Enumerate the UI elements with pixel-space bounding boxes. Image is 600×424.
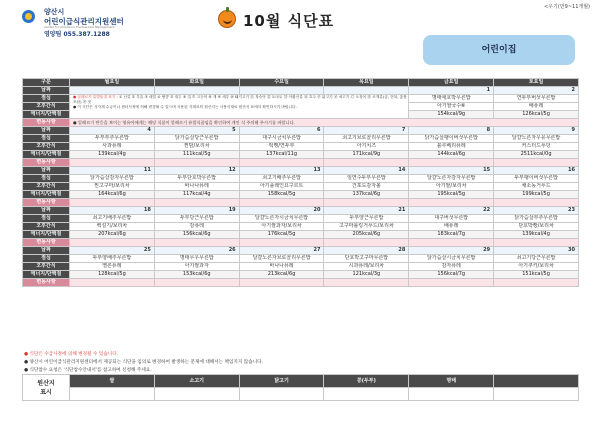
snack-cell: 고구마롤링거푸드/보리차 [324,223,409,231]
lunch-cell: 대구버섯무른밥 [409,215,494,223]
snack-cell: 찐고구마/보리차 [70,183,155,191]
allergy-note: ● 알레르기 유발물질 표기 : ① 난류 ② 우유 ③ 메밀 ④ 땅콩 ⑤ 대두 ⑥ 밀 ⑦ 고등어 ⑧ 게 ⑨ 새우 ⑩ 돼지고기 ⑪ 복숭아 ⑫ 토마토 ⑬ 아황산류 ⑭ 호두 ⑮ 닭고기 ⑯ 쇠고기 ⑰ 오징어 ⑱ 조개류(굴, 전복, 홍합 포함) ⑲ 잣 ● 이 식단은 식자재 수급이나 센터사정에 의해 변경될 수 있으며 사용된 식재료의 원산지는 사용식재료 원산지 표에서 확인하시기 바랍니다. [70,95,409,119]
change-cell [154,239,239,247]
date-cell: 16 [494,167,579,175]
lunch-row [23,135,579,143]
kcal-cell: 213kcal/6g [239,271,324,279]
row-label: 점심 [23,95,70,103]
lunch-row [23,215,579,223]
kcal-cell: 164kcal/6g [70,191,155,199]
lunch-cell: 두부부추무른밥 [70,135,155,143]
change-cell [239,159,324,167]
row-label: 날짜 [23,167,70,175]
lunch-cell: 두부양근무른밥 [324,215,409,223]
snack-cell: 단호박빵/보리차 [494,223,579,231]
date-cell: 2 [494,87,579,95]
snack-cell: 배퓨레 [409,223,494,231]
change-cell [494,159,579,167]
date-cell: 11 [70,167,155,175]
kcal-row [23,231,579,239]
footer-note: ● 식단참수 요청은 '식단참수안내서'를 참고하여 신청해 주세요. [24,368,152,373]
lunch-cell: 닭가슴살팽이버섯무른밥 [409,135,494,143]
kcal-cell: 205kcal/6g [324,231,409,239]
origin-header: 쌀 [70,375,155,388]
kcal-cell: 139kcal/4g [494,231,579,239]
row-label: 점심 [23,135,70,143]
date-cell [154,87,239,95]
change-cell [494,239,579,247]
snack-cell: 사과퓨레 [70,143,155,151]
change-cell [70,159,155,167]
lunch-cell: 연두부버섯무른밥 [494,95,579,103]
kcal-row [23,191,579,199]
row-label: 날짜 [23,127,70,135]
origin-value [494,388,579,401]
kcal-row [23,271,579,279]
change-cell [239,279,324,287]
change-row [23,239,579,247]
row-label: 에너지/단백질 [23,151,70,159]
kcal-cell: 207kcal/6g [70,231,155,239]
kcal-cell: 151kcal/5g [494,271,579,279]
kcal-cell: 128kcal/5g [70,271,155,279]
kcal-cell: 154kcal/9g [409,111,494,119]
snack-cell: 아기쌀과자 [154,263,239,271]
date-cell: 29 [409,247,494,255]
origin-table-wrap [22,374,579,401]
change-cell [409,239,494,247]
date-cell: 15 [409,167,494,175]
change-cell [154,199,239,207]
change-row [23,119,579,127]
row-label: 에너지/단백질 [23,111,70,119]
snack-cell: 아기플레인요구르트 [239,183,324,191]
kcal-cell: 121kcal/3g [324,271,409,279]
origin-value [154,388,239,401]
row-label: 변동사항 [23,119,70,127]
kcal-cell: 158kcal/5g [239,191,324,199]
row-label: 오후간식 [23,263,70,271]
footer-note: ● 양산시 어린이급식관리지원센터에서 제공되는 식단을 임의로 변경하여 발생하는 문제에 대해서는 책임지지 않습니다. [24,360,263,365]
row-label: 점심 [23,215,70,223]
date-cell: 5 [154,127,239,135]
age-group-label: <우기(만9~11개월) [544,4,590,10]
change-row [23,199,579,207]
snack-cell: 배퓨레 [494,103,579,111]
snack-cell: 아기쌀과자/보리차 [239,223,324,231]
date-cell: 13 [239,167,324,175]
kcal-cell: 176kcal/5g [239,231,324,239]
change-cell [324,159,409,167]
date-cell: 25 [70,247,155,255]
lunch-cell: 달걀노른자감자무른밥 [409,175,494,183]
date-cell: 20 [239,207,324,215]
lunch-cell: 쇠고기브로콜리무른밥 [324,135,409,143]
header-row [23,79,579,87]
row-label: 오후간식 [23,183,70,191]
lunch-cell: 닭가슴살시금치무른밥 [409,255,494,263]
date-cell: 26 [154,247,239,255]
date-cell: 4 [70,127,155,135]
footer-notes [24,351,584,375]
col-header: 구분 [23,79,70,87]
origin-header: 닭고기 [239,375,324,388]
row-label: 변동사항 [23,199,70,207]
change-cell [154,279,239,287]
snack-cell: 아기쿠키/보리차 [494,263,579,271]
date-cell [239,87,324,95]
row-label: 에너지/단백질 [23,191,70,199]
snack-cell: 멜론퓨레 [70,263,155,271]
snack-cell: 바나나퓨레 [154,183,239,191]
snack-row [23,183,579,191]
date-row [23,87,579,95]
origin-value [324,388,409,401]
snack-cell: 떡뻥/연두부 [239,143,324,151]
date-row [23,127,579,135]
lunch-cell: 두부양배추무른밥 [70,255,155,263]
snack-cell: 채소동거푸드 [494,183,579,191]
row-label: 변동사항 [23,239,70,247]
date-cell: 18 [70,207,155,215]
row-label: 오후간식 [23,103,70,111]
snack-cell: 바나나퓨레 [239,263,324,271]
change-cell [239,239,324,247]
change-cell [324,279,409,287]
kcal-cell: 144kcal/6g [409,151,494,159]
col-header: 목요일 [324,79,409,87]
allergy-warning: ● 알레르기 반응을 보이는 영유아에게는 해당 식품이 알레르기 유발식품임을 확인하여 개인 식 주의해 주시기를 바랍니다. [70,119,579,127]
row-label: 점심 [23,255,70,263]
lunch-cell: 임연수두부무른밥 [324,175,409,183]
date-cell: 27 [239,247,324,255]
change-cell [409,199,494,207]
lunch-cell: 쇠고기배추무른밥 [239,175,324,183]
lunch-cell: 쇠고기배추무른밥 [70,215,155,223]
date-cell: 30 [494,247,579,255]
date-cell: 7 [324,127,409,135]
lunch-cell: 달걀노른자브로콜리무른밥 [239,255,324,263]
change-cell [324,239,409,247]
change-cell [154,159,239,167]
date-cell: 1 [409,87,494,95]
kcal-row [23,151,579,159]
lunch-cell: 대구시금치무른밥 [239,135,324,143]
change-cell [324,199,409,207]
date-cell [324,87,409,95]
col-header: 화요일 [154,79,239,87]
origin-label: 원산지 표시 [23,375,70,401]
row-label: 날짜 [23,87,70,95]
lunch-cell: 닭가슴살감자무른밥 [70,175,155,183]
row-label: 오후간식 [23,223,70,231]
kcal-cell: 171kcal/9g [324,151,409,159]
center-name-en: Center for Children's Foodservice Management [44,25,115,29]
center-name: 어린이급식관리지원센터 [44,17,124,26]
col-header: 토요일 [494,79,579,87]
row-label: 변동사항 [23,279,70,287]
lunch-cell: 쇠고기당근무른밥 [494,255,579,263]
date-row [23,247,579,255]
row-label: 에너지/단백질 [23,271,70,279]
col-header: 월요일 [70,79,155,87]
change-cell [409,159,494,167]
change-cell [239,199,324,207]
daycare-badge: 어린이집 [423,35,575,65]
row-label: 오후간식 [23,143,70,151]
snack-cell: 감자퓨레 [409,263,494,271]
snack-cell: 아기치즈 [324,143,409,151]
lunch-row [23,255,579,263]
snack-cell: 감퓨레 [154,223,239,231]
date-cell: 22 [409,207,494,215]
lunch-cell: 달걀노른자우유무른밥 [494,135,579,143]
snack-cell: 아기쌀/보리차 [409,183,494,191]
change-row [23,279,579,287]
menu-table [22,78,579,287]
col-header: 수요일 [239,79,324,87]
change-cell [409,279,494,287]
kcal-cell: 199kcal/5g [494,191,579,199]
origin-value [70,388,155,401]
center-city: 양산시 [44,8,65,16]
change-cell [70,279,155,287]
date-cell [70,87,155,95]
lunch-cell: 닭가슴살부추무른밥 [494,215,579,223]
center-phone: 영양팀 055.387.1288 [44,31,110,38]
date-row [23,167,579,175]
kcal-cell: 2511kcal/0g [494,151,579,159]
date-cell: 23 [494,207,579,215]
lunch-cell: 두부단호박무른밥 [154,175,239,183]
kcal-cell: 195kcal/5g [409,191,494,199]
center-emblem-icon [22,10,35,23]
row-label: 날짜 [23,207,70,215]
origin-value [409,388,494,401]
row-label: 에너지/단백질 [23,231,70,239]
lunch-cell: 두부팽이버섯무른밥 [494,175,579,183]
snack-cell: 커스터드푸딩 [494,143,579,151]
date-cell: 12 [154,167,239,175]
kcal-cell: 183kcal/7g [409,231,494,239]
row-label: 변동사항 [23,159,70,167]
lunch-cell: 명태애호박무른밥 [409,95,494,103]
origin-header: 명태 [409,375,494,388]
origin-header: 콩(두부) [324,375,409,388]
lunch-row [23,175,579,183]
kcal-cell: 126kcal/5g [494,111,579,119]
lunch-cell: 두부당근무른밥 [154,215,239,223]
lunch-row [23,95,579,103]
row-label: 날짜 [23,247,70,255]
snack-cell: 아기쌀국수⑥ [409,103,494,111]
change-cell [494,279,579,287]
date-cell: 28 [324,247,409,255]
pumpkin-icon [218,10,236,28]
lunch-cell: 달걀노른자시금치무른밥 [239,215,324,223]
menu-table-wrap [22,78,579,287]
kcal-cell: 111kcal/5g [154,151,239,159]
kcal-cell: 156kcal/7g [409,271,494,279]
snack-cell: 블루베리퓨레 [409,143,494,151]
snack-cell: 백설기/보리차 [70,223,155,231]
kcal-cell: 117kcal/4g [154,191,239,199]
page-title: 10월 식단표 [243,12,335,30]
lunch-cell: 명태무우무른밥 [154,255,239,263]
date-cell: 8 [409,127,494,135]
snack-row [23,223,579,231]
date-cell: 6 [239,127,324,135]
col-header: 금요일 [409,79,494,87]
date-cell: 21 [324,207,409,215]
kcal-cell: 156kcal/6g [154,231,239,239]
snack-cell: 찐밤/보리차 [154,143,239,151]
lunch-cell: 단호박고구마무른밥 [324,255,409,263]
origin-table [22,374,579,401]
date-row [23,207,579,215]
change-cell [70,199,155,207]
kcal-cell: 137kcal/11g [239,151,324,159]
row-label: 점심 [23,175,70,183]
center-logo [22,6,162,38]
kcal-cell: 137kcal/6g [324,191,409,199]
date-cell: 9 [494,127,579,135]
snack-row [23,263,579,271]
origin-header [494,375,579,388]
date-cell: 14 [324,167,409,175]
date-cell: 19 [154,207,239,215]
change-row [23,159,579,167]
snack-row [23,143,579,151]
footer-note: ● 식단은 수급사정에 의해 변경될 수 있습니다. [24,352,119,357]
origin-header: 소고기 [154,375,239,388]
change-cell [494,199,579,207]
change-cell [70,239,155,247]
kcal-cell: 139kcal/4g [70,151,155,159]
lunch-cell: 닭가슴살당근무른밥 [154,135,239,143]
snack-cell: 시과퓨레/보리차 [324,263,409,271]
snack-cell: 건포도감자볼 [324,183,409,191]
kcal-cell: 153kcal/6g [154,271,239,279]
origin-value [239,388,324,401]
